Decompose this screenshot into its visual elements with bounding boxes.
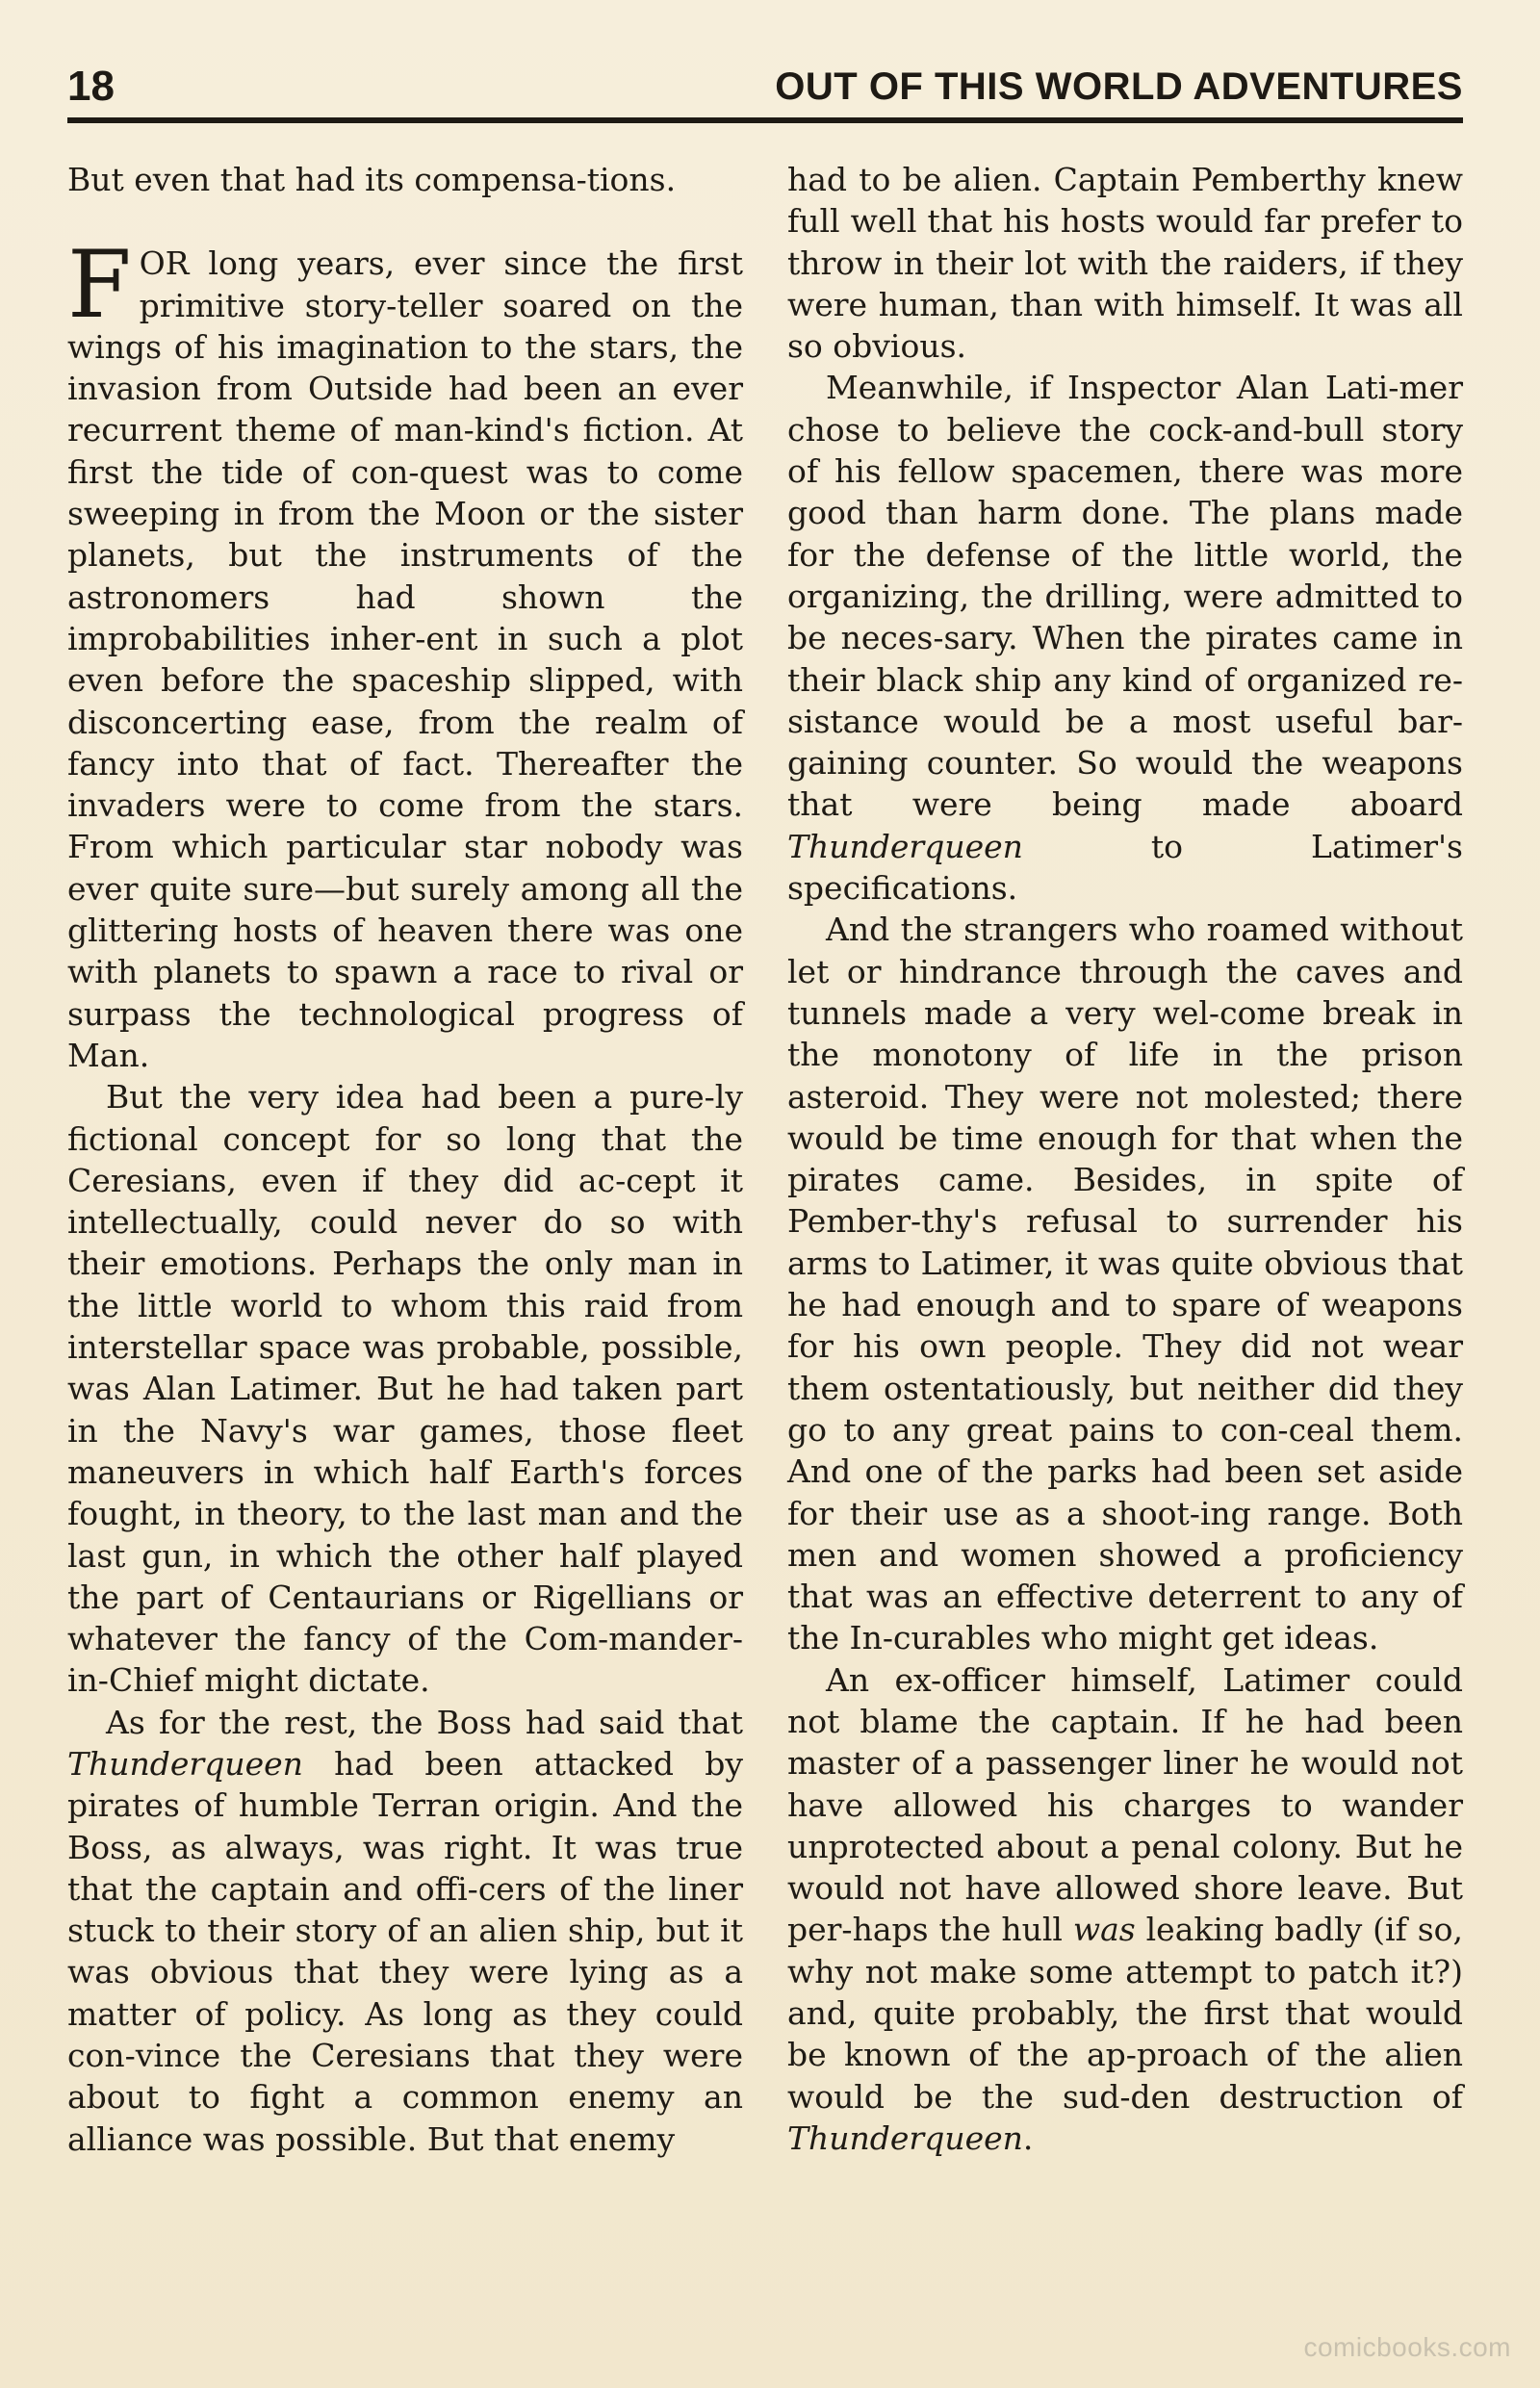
paragraph-text: to Latimer's specifications. [787,827,1463,908]
paragraph-text: leaking badly (if so, why not make some attempt to patch it?) and, quite probably, the first that would be known of the ap-proach of the alien would be the sud-den destruction of [787,1911,1463,2116]
left-column [67,159,743,2160]
page-header [67,56,1463,123]
running-title: OUT OF THIS WORLD ADVENTURES [775,65,1463,108]
page-number: 18 [67,63,115,110]
paragraph-text: As for the rest, the Boss had said that [106,1703,743,1741]
ship-name: Thunderqueen [787,827,1023,865]
paragraph-text: had been attacked by pirates of humble Terran origin. And the Boss, as always, was right. It was true that the captain and offi-cers of the liner stuck to their story of an alien ship, but it was obvious that they were lying as a matter of policy. As long as they could con-vince the Ceresians that they were about to fight a common enemy an alliance was possible. But that enemy [67,1744,743,2158]
paragraph-text: . [1022,2118,1034,2157]
right-column [787,159,1463,2159]
paragraph [67,1702,743,2160]
paragraph-text: An ex-officer himself, Latimer could not blame the captain. If he had been master of a passenger liner he would not have allowed his charges to wander unprotected about a penal colony. But he would not have allowed shore leave. But per-haps the hull [787,1660,1463,1949]
paragraph-text: OR long years, ever since the first primitive story-teller soared on the wings of his imagination to the stars, the invasion from Outside had been an ever recurrent theme of man-kind's fiction. At first the tide of con-quest was to come sweeping in from the Moon or the sister planets, but the instruments of the astronomers had shown the improbabilities inher-ent in such a plot even before the spaceship slipped, with disconcerting ease, from the realm of fancy into that of fact. Thereafter the invaders were to come from the stars. From which particular star nobody was ever quite sure—but surely among all the glittering hosts of heaven there was one with planets to spawn a race to rival or surpass the technological progress of Man. [67,244,743,1074]
emphasis: was [1072,1911,1136,1949]
paragraph [787,1659,1463,2160]
ship-name: Thunderqueen [787,2118,1023,2157]
paragraph: But even that had its compensa-tions. [67,161,677,198]
paragraph [787,367,1463,909]
drop-cap: F [67,231,132,340]
paragraph: But the very idea had been a pure-ly fictional concept for so long that the Ceresians, even if they did ac-cept it intellectually, could never do so with their emotions. Perhaps the only man in the little world to whom this raid from interstellar space was probable, possible, was Alan Latimer. But he had taken part in the Navy's war games, those fleet maneuvers in which half Earth's forces fought, in theory, to the last man and the last gun, in which the other half played the part of Centaurians or Rigellians or whatever the fancy of the Com-mander-in-Chief might dictate. [67,1078,743,1700]
watermark: comicbooks.com [1303,2332,1511,2362]
paragraph: had to be alien. Captain Pemberthy knew full well that his hosts would far prefer to throw in their lot with the raiders, if they were human, than with himself. It was all so obvious. [787,161,1463,366]
paragraph-text: Meanwhile, if Inspector Alan Lati-mer chose to believe the cock-and-bull story of his fellow spacemen, there was more good than harm done. The plans made for the defense of the little world, the organizing, the drilling, were admitted to be neces-sary. When the pirates came in their black ship any kind of organized re-sistance would be a most useful bar-gaining counter. So would the weapons that were being made aboard [787,369,1463,824]
ship-name: Thunderqueen [67,1744,303,1783]
paragraph: And the strangers who roamed without let or hindrance through the caves and tunnels made a very wel-come break in the monotony of life in the prison asteroid. They were not molested; there would be time enough for that when the pirates came. Besides, in spite of Pember-thy's refusal to surrender his arms to Latimer, it was quite obvious that he had enough and to spare of weapons for his own people. They did not wear them ostentatiously, but neither did they go to any great pains to con-ceal them. And one of the parks had been set aside for their use as a shoot-ing range. Both men and women showed a proficiency that was an effective deterrent to any of the In-curables who might get ideas. [787,911,1463,1657]
paragraph-dropcap [67,231,743,1076]
